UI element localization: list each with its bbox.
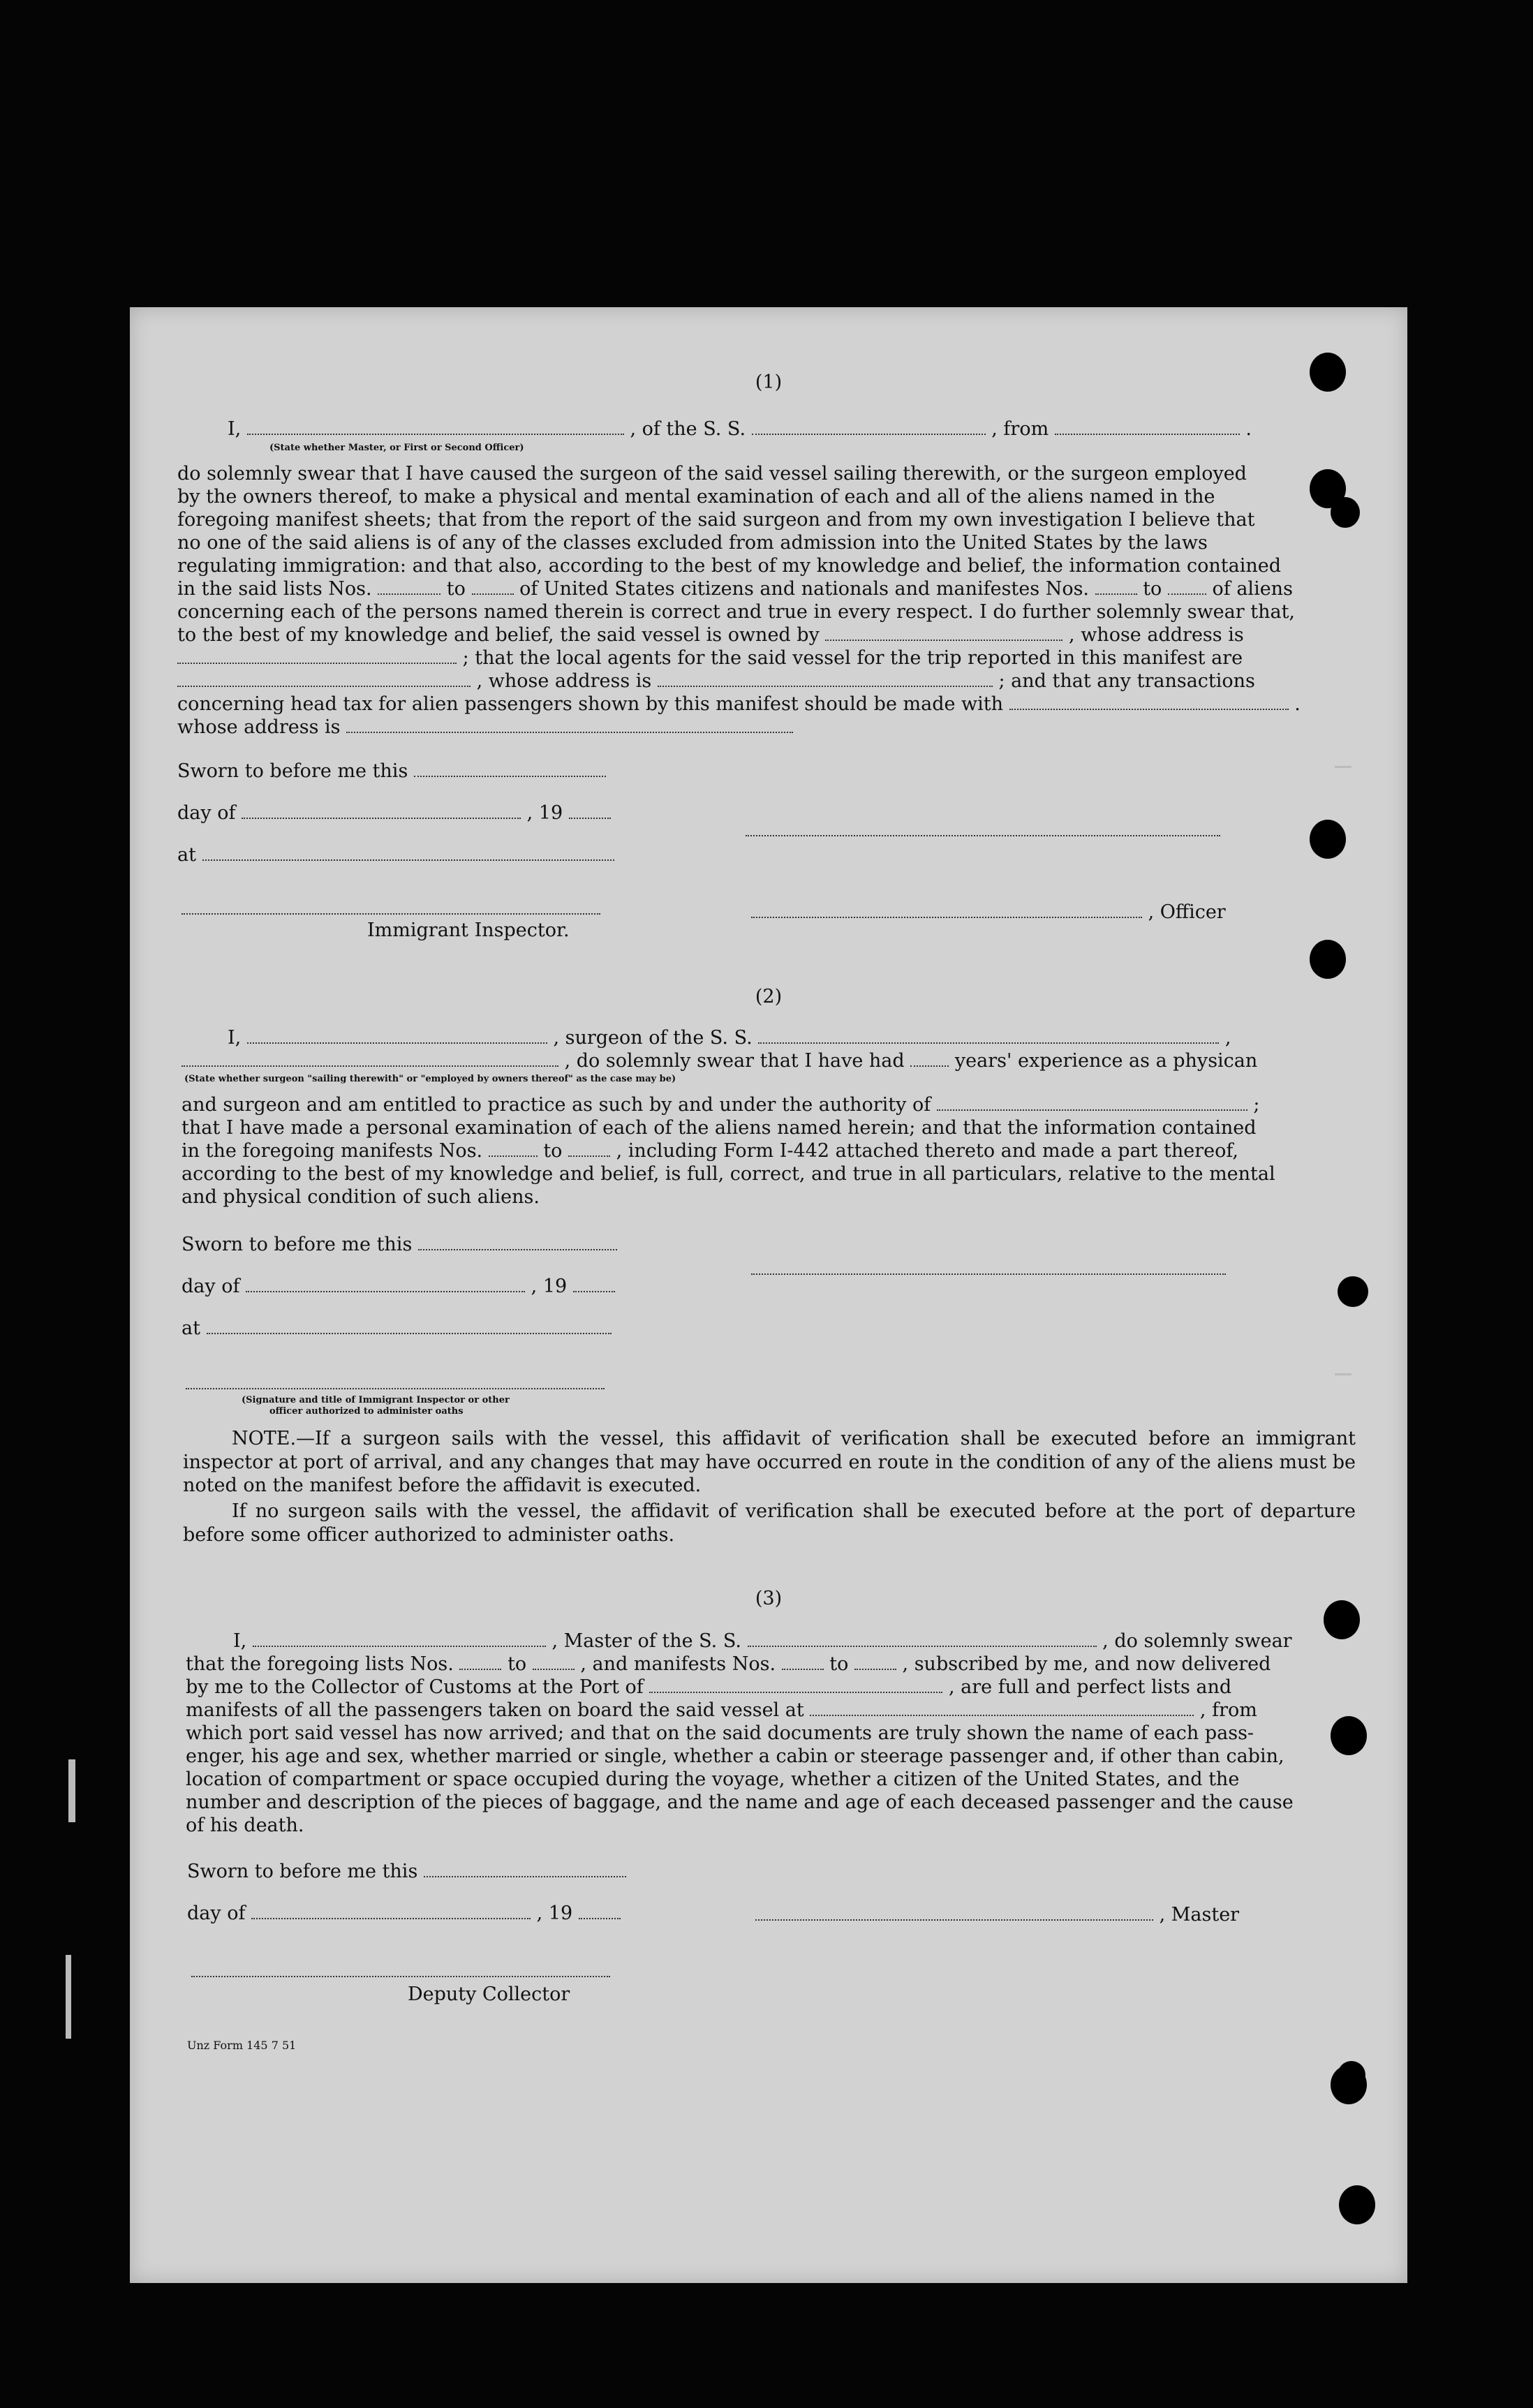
note-paragraph-2: If no surgeon sails with the vessel, the affidavit of verification shall be executed before at the port of departure before some officer authorized to administer oaths. (183, 1500, 1356, 1546)
boarding-port-field[interactable] (810, 1699, 1194, 1716)
master-of-ss-label: , Master of the S. S. (551, 1630, 741, 1652)
sworn-label: Sworn to before me this (187, 1861, 418, 1882)
headtax-field[interactable] (1009, 693, 1289, 710)
day-of-label: day of (182, 1276, 240, 1297)
manifests-to-field-3[interactable] (854, 1653, 896, 1670)
section-2-at-line (182, 1317, 612, 1340)
years-label: years' experience as a physican (954, 1050, 1258, 1072)
at-field-2[interactable] (207, 1317, 612, 1334)
of-aliens-label: of aliens (1212, 578, 1293, 600)
section-1-lists-line (177, 577, 1293, 600)
section-1-body-line-4: no one of the said aliens is of any of the classes excluded from admission into the United States by the laws (177, 532, 1208, 554)
i-label: I, (228, 418, 242, 440)
at-label: at (182, 1317, 200, 1339)
from-label: , from (1199, 1699, 1257, 1721)
whose-address-label: whose address is (177, 716, 341, 738)
owner-address-label: , whose address is (1069, 624, 1244, 646)
section-1-body-line-3: foregoing manifest sheets; that from the report of the said surgeon and from my own investigation I believe that (177, 509, 1255, 531)
section-3-body-line-4: number and description of the pieces of baggage, and the name and age of each deceased passenger and the cause (186, 1792, 1294, 1813)
master-line (755, 1903, 1239, 1926)
lists-label: in the said lists Nos. (177, 578, 372, 600)
section-2-day-line (182, 1275, 615, 1298)
master-name-field[interactable] (253, 1630, 546, 1647)
edge-mark (1335, 1373, 1351, 1375)
deputy-signature-line[interactable] (191, 1976, 610, 1977)
punch-hole (1338, 1276, 1368, 1307)
to-label-2: to (829, 1653, 849, 1675)
from-label: , from (991, 418, 1049, 440)
section-1-header-line (228, 418, 1252, 441)
headtax-address-field[interactable] (346, 716, 793, 733)
surgeon-of-ss-label: , surgeon of the S. S. (553, 1027, 753, 1049)
section-2-authority-line (182, 1093, 1260, 1116)
manifests-label: in the foregoing manifests Nos. (182, 1140, 483, 1162)
punch-hole (1331, 1716, 1367, 1755)
section-2-body-line-2: according to the best of my knowledge and belief, is full, correct, and true in all particulars, relative to the mental (182, 1163, 1275, 1185)
section-2-manifests-line (182, 1139, 1238, 1162)
manifests-label: of United States citizens and nationals and manifestes Nos. (519, 578, 1090, 600)
section-1-agents-address-line (177, 670, 1255, 693)
sworn-label: Sworn to before me this (177, 760, 408, 782)
owned-by-label: to the best of my knowledge and belief, the said vessel is owned by (177, 624, 820, 646)
comma: , (1224, 1027, 1231, 1049)
manifests-from-field-2[interactable] (489, 1140, 538, 1157)
i-label: I, (228, 1027, 242, 1049)
section-2-number: (2) (755, 986, 783, 1007)
authority-label: and surgeon and am entitled to practice as such by and under the authority of (182, 1094, 931, 1116)
year-field[interactable] (569, 802, 611, 819)
section-2-experience-line (182, 1049, 1257, 1072)
form-page (130, 307, 1407, 2283)
lists-label: that the foregoing lists Nos. (186, 1653, 454, 1675)
surgeon-signature-line[interactable] (751, 1273, 1226, 1275)
edge-mark (68, 1759, 75, 1822)
to-label: to (446, 578, 466, 600)
swear-label: , do solemnly swear that I have had (564, 1050, 905, 1072)
immigrant-inspector-label: Immigrant Inspector. (367, 919, 570, 941)
section-2-sworn-line (182, 1233, 617, 1256)
sworn-date-field[interactable] (414, 760, 606, 777)
punch-hole (1324, 1600, 1360, 1639)
section-3-lists-line (186, 1653, 1271, 1676)
edge-mark (66, 1955, 71, 2039)
manifests-from-field-3[interactable] (782, 1653, 824, 1670)
year-prefix: , 19 (536, 1903, 573, 1924)
year-field-2[interactable] (573, 1276, 615, 1292)
day-field-3[interactable] (251, 1903, 531, 1919)
edge-mark (1335, 766, 1351, 768)
section-1-number: (1) (755, 371, 783, 393)
i-label: I, (233, 1630, 247, 1652)
section-1-sworn-line (177, 760, 606, 783)
years-field[interactable] (910, 1050, 949, 1067)
signature-note-2: officer authorized to administer oaths (269, 1406, 464, 1417)
master-label: , Master (1159, 1904, 1240, 1926)
section-3-manifests-line (186, 1699, 1257, 1722)
from-port-field[interactable] (1055, 418, 1240, 435)
day-field-2[interactable] (246, 1276, 525, 1292)
manifests-from-field[interactable] (1095, 578, 1137, 595)
section-3-sworn-line (187, 1860, 626, 1883)
sworn-date-field-2[interactable] (418, 1234, 617, 1250)
section-1-owner-line (177, 623, 1244, 647)
section-2-body-line-1: that I have made a personal examination of each of the aliens named herein; and that the information contained (182, 1117, 1257, 1139)
perfect-lists-label: , are full and perfect lists and (948, 1676, 1232, 1698)
year-prefix: , 19 (526, 802, 563, 824)
section-2-header-line (228, 1026, 1231, 1049)
agents-address-label: , whose address is (476, 670, 652, 692)
transactions-label: ; and that any transactions (998, 670, 1255, 692)
section-1-body-line-5: regulating immigration: and that also, according to the best of my knowledge and belief, the information contained (177, 555, 1282, 577)
form-id: Unz Form 145 7 51 (187, 2039, 297, 2052)
note-paragraph-1: NOTE.—If a surgeon sails with the vessel, this affidavit of verification shall be executed before an immigrant inspector at port of arrival, and any changes that may have occurred en route in the condition of any of the aliens must be noted on the manifest before the affidavit is executed. (183, 1428, 1356, 1496)
agents-label: ; that the local agents for the said vessel for the trip reported in this manifest are (462, 647, 1243, 669)
manifests-label: , and manifests Nos. (580, 1653, 776, 1675)
agents-field[interactable] (177, 670, 471, 687)
period: . (1294, 693, 1301, 715)
manifests-to-field[interactable] (1168, 578, 1206, 595)
punch-hole (1331, 497, 1360, 528)
year-field-3[interactable] (579, 1903, 621, 1919)
inspector-signature-line[interactable] (182, 913, 600, 915)
year-prefix: , 19 (531, 1276, 568, 1297)
punch-hole (1339, 2185, 1375, 2224)
owner-address-field[interactable] (177, 647, 457, 664)
punch-hole (1310, 940, 1346, 979)
officer-note: (State whether Master, or First or Second Officer) (269, 443, 524, 453)
at-field[interactable] (202, 844, 614, 861)
agents-address-field[interactable] (658, 670, 993, 687)
punch-hole (1310, 353, 1346, 392)
section-3-collector-line (186, 1676, 1231, 1699)
section-3-body-line-2: enger, his age and sex, whether married or single, whether a cabin or steerage passenger and, if other than cabin, (186, 1745, 1284, 1767)
swear-label: , do solemnly swear (1102, 1630, 1292, 1652)
port-field[interactable] (649, 1676, 942, 1693)
surgeon-note: (State whether surgeon "sailing therewith" or "employed by owners thereof" as the case may be) (184, 1074, 676, 1084)
section-3-body-line-1: which port said vessel has now arrived; and that on the said documents are truly shown the name of each pass- (186, 1722, 1254, 1744)
vessel-name-field[interactable] (752, 418, 986, 435)
period: . (1245, 418, 1252, 440)
section-1-headtax-line (177, 693, 1301, 716)
officer-signature-field[interactable] (751, 901, 1142, 918)
section-3-header-line (233, 1630, 1292, 1653)
section-2-body-line-3: and physical condition of such aliens. (182, 1186, 540, 1208)
punch-hole (1338, 2061, 1365, 2089)
signature-line-1[interactable] (746, 835, 1220, 836)
day-of-label: day of (177, 802, 236, 824)
section-1-day-line (177, 802, 611, 825)
semicolon: ; (1253, 1094, 1260, 1116)
sworn-label: Sworn to before me this (182, 1234, 413, 1255)
subscribed-label: , subscribed by me, and now delivered (902, 1653, 1271, 1675)
section-1-agents-line (177, 647, 1243, 670)
lists-to-field-3[interactable] (533, 1653, 575, 1670)
section-1-at-line (177, 843, 614, 866)
vessel-name-field-3[interactable] (748, 1630, 1097, 1647)
vessel-name-field-2[interactable] (758, 1027, 1219, 1044)
manifests-to-field-2[interactable] (568, 1140, 610, 1157)
owner-field[interactable] (825, 624, 1062, 641)
officer-name-field[interactable] (247, 418, 624, 435)
section-1-body-line-2: by the owners thereof, to make a physical and mental examination of each and all of the aliens named in the (177, 486, 1215, 508)
taken-on-board-label: manifests of all the passengers taken on board the said vessel at (186, 1699, 804, 1721)
signature-note-1: (Signature and title of Immigrant Inspector or other (242, 1395, 510, 1405)
day-field[interactable] (242, 802, 521, 819)
section-3-day-line (187, 1902, 621, 1925)
master-signature-field[interactable] (755, 1904, 1153, 1921)
officer-line (751, 901, 1226, 924)
section-3-body-line-3: location of compartment or space occupied during the voyage, whether a citizen of the United States, and the (186, 1768, 1240, 1790)
lists-from-field-3[interactable] (459, 1653, 501, 1670)
inspector-signature-line-2[interactable] (186, 1388, 605, 1389)
to-label: to (543, 1140, 563, 1162)
officer-label: , Officer (1148, 901, 1226, 923)
day-of-label: day of (187, 1903, 246, 1924)
of-ss-label: , of the S. S. (630, 418, 746, 440)
section-3-number: (3) (755, 1588, 783, 1609)
surgeon-status-field[interactable] (182, 1050, 558, 1067)
at-label: at (177, 844, 196, 866)
form-i442-label: , including Form I-442 attached thereto and made a part thereof, (616, 1140, 1238, 1162)
section-1-address-line (177, 716, 793, 739)
punch-hole (1310, 820, 1346, 859)
headtax-label: concerning head tax for alien passengers shown by this manifest should be made with (177, 693, 1004, 715)
sworn-date-field-3[interactable] (424, 1861, 626, 1877)
section-1-body-line-6: concerning each of the persons named therein is correct and true in every respect. I do further solemnly swear that, (177, 601, 1296, 623)
lists-from-field[interactable] (378, 578, 440, 595)
surgeon-name-field[interactable] (247, 1027, 547, 1044)
section-1-body-line-1: do solemnly swear that I have caused the surgeon of the said vessel sailing therewith, or the surgeon employed (177, 463, 1247, 485)
lists-to-field[interactable] (472, 578, 514, 595)
to-label: to (508, 1653, 527, 1675)
authority-field[interactable] (937, 1094, 1247, 1111)
deputy-collector-label: Deputy Collector (408, 1984, 570, 2005)
section-3-body-line-5: of his death. (186, 1815, 304, 1836)
collector-label: by me to the Collector of Customs at the Port of (186, 1676, 644, 1698)
to-label-2: to (1143, 578, 1162, 600)
